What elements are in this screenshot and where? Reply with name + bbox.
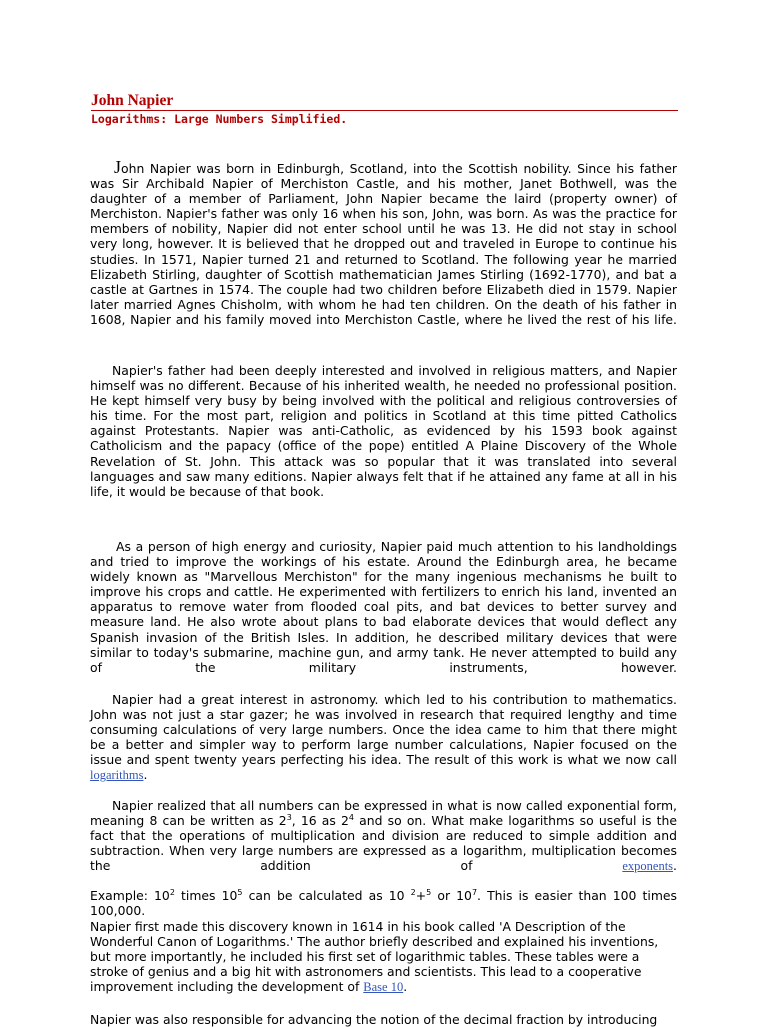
page-title: John Napier — [91, 92, 678, 111]
base-10-link[interactable]: Base 10 — [363, 980, 404, 995]
example-text: . This is easier than 100 times 100,000. — [90, 888, 677, 919]
example-text: can be calculated as 10 — [242, 888, 411, 903]
paragraph-astronomy — [90, 692, 677, 784]
superscript: 2 — [169, 888, 175, 897]
period: . — [673, 858, 677, 874]
logarithms-link[interactable]: logarithms — [90, 768, 144, 783]
paragraph-canon — [90, 919, 677, 995]
superscript: 5 — [237, 888, 243, 897]
example-text: Example: 10 — [90, 888, 170, 903]
drop-cap: J — [114, 157, 122, 177]
paragraph-text: Napier had a great interest in astronomy. which led to his contribution to mathematics. John was not just a star gazer; he was involved in research that required lengthy and time consuming calculations of very large numbers. Once the idea came to him that there might be a better and simpler way to perform large number calculations, Napier focused on the issue and spent twenty years perfecting his idea. The result of this work is what we now call — [90, 692, 677, 768]
example-text: times 10 — [174, 888, 238, 903]
paragraph-religion: Napier's father had been deeply interested and involved in religious matters, and Napier himself was no different. Because of his inherited wealth, he needed no professional position. He kept himself very busy by being involved with the political and religious controversies of his time. For the most part, religion and politics in Scotland at this time pitted Catholics against Protestants. Napier was anti-Catholic, as evidenced by his 1593 book against Catholicism and the papacy (office of the pope) entitled A Plaine Discovery of the Whole Revelation of St. John. This attack was so popular that it was translated into several languages and saw many editions. Napier always felt that if he attained any fame at all in his life, it would be because of that book. — [90, 363, 677, 499]
superscript: 7 — [471, 888, 478, 897]
paragraph-text: Napier first made this discovery known in 1614 in his book called 'A Description of the Wonderful Canon of Logarithms.' The author briefly described and explained his inventions, but more importantly, he included his first set of logarithmic tables. These tables were a stroke of genius and a big hit with astronomers and scientists. This lead to a cooperative improvement including the development of — [90, 919, 659, 995]
superscript: 2 — [410, 888, 416, 897]
exponents-link[interactable]: exponents — [622, 859, 674, 874]
example-text: + — [415, 888, 427, 903]
superscript: 3 — [286, 813, 292, 823]
paragraph-estate: As a person of high energy and curiosity, Napier paid much attention to his landholdings and tried to improve the workings of his estate. Around the Edinburgh area, he became widely known as "Marvellous Merchiston" for the many ingenious mechanisms he built to improve his crops and cattle. He experimented with fertilizers to enrich his land, invented an apparatus to remove water from flooded coal pits, and bat devices to better survey and measure land. He also wrote about plans to bad elaborate devices that would deflect any Spanish invasion of the British Isles. In addition, he described military devices that were similar to today's submarine, machine gun, and army tank. He never attempted to build any of the military instruments, however. — [90, 539, 677, 675]
paragraph-birth — [90, 157, 677, 327]
example-text: or 10 — [431, 888, 472, 903]
paragraph-decimal: Napier was also responsible for advancing the notion of the decimal fraction by introducing — [90, 1012, 658, 1027]
paragraph-exponential — [90, 798, 677, 874]
page-subtitle: Logarithms: Large Numbers Simplified. — [91, 112, 348, 126]
period: . — [403, 979, 408, 995]
paragraph-text: , 16 as 2 — [291, 813, 349, 829]
paragraph-text: Napier realized that all numbers can be expressed in what is now called exponential form, meaning 8 can be written as 2 — [90, 798, 677, 829]
period: . — [143, 767, 148, 783]
superscript: 5 — [426, 888, 432, 897]
paragraph-text: ohn Napier was born in Edinburgh, Scotland, into the Scottish nobility. Since his father was Sir Archibald Napier of Merchiston Castle, and his mother, Janet Bothwell, was the daughter of a member of Parliament, John Napier became the laird (property owner) of Merchiston. Napier's father was only 16 when his son, John, was born. As was the practice for members of nobility, Napier did not enter school until he was 13. He did not stay in school very long, however. It is believed that he dropped out and traveled in Europe to continue his studies. In 1571, Napier turned 21 and returned to Scotland. The following year he married Elizabeth Stirling, daughter of Scottish mathematician James Stirling (1692-1770), and bat a castle at Gartnes in 1574. The couple had two children before Elizabeth died in 1579. Napier later married Agnes Chisholm, with whom he had ten children. On the death of his father in 1608, Napier and his family moved into Merchiston Castle, where he lived the rest of his life. — [90, 161, 677, 327]
paragraph-example — [90, 888, 677, 918]
superscript: 4 — [348, 813, 354, 823]
paragraph-text: and so on. What make logarithms so useful is the fact that the operations of multiplication and division are reduced to simple addition and subtraction. When very large numbers are expressed as a logarithm, multiplication becomes the addition of — [90, 813, 678, 874]
